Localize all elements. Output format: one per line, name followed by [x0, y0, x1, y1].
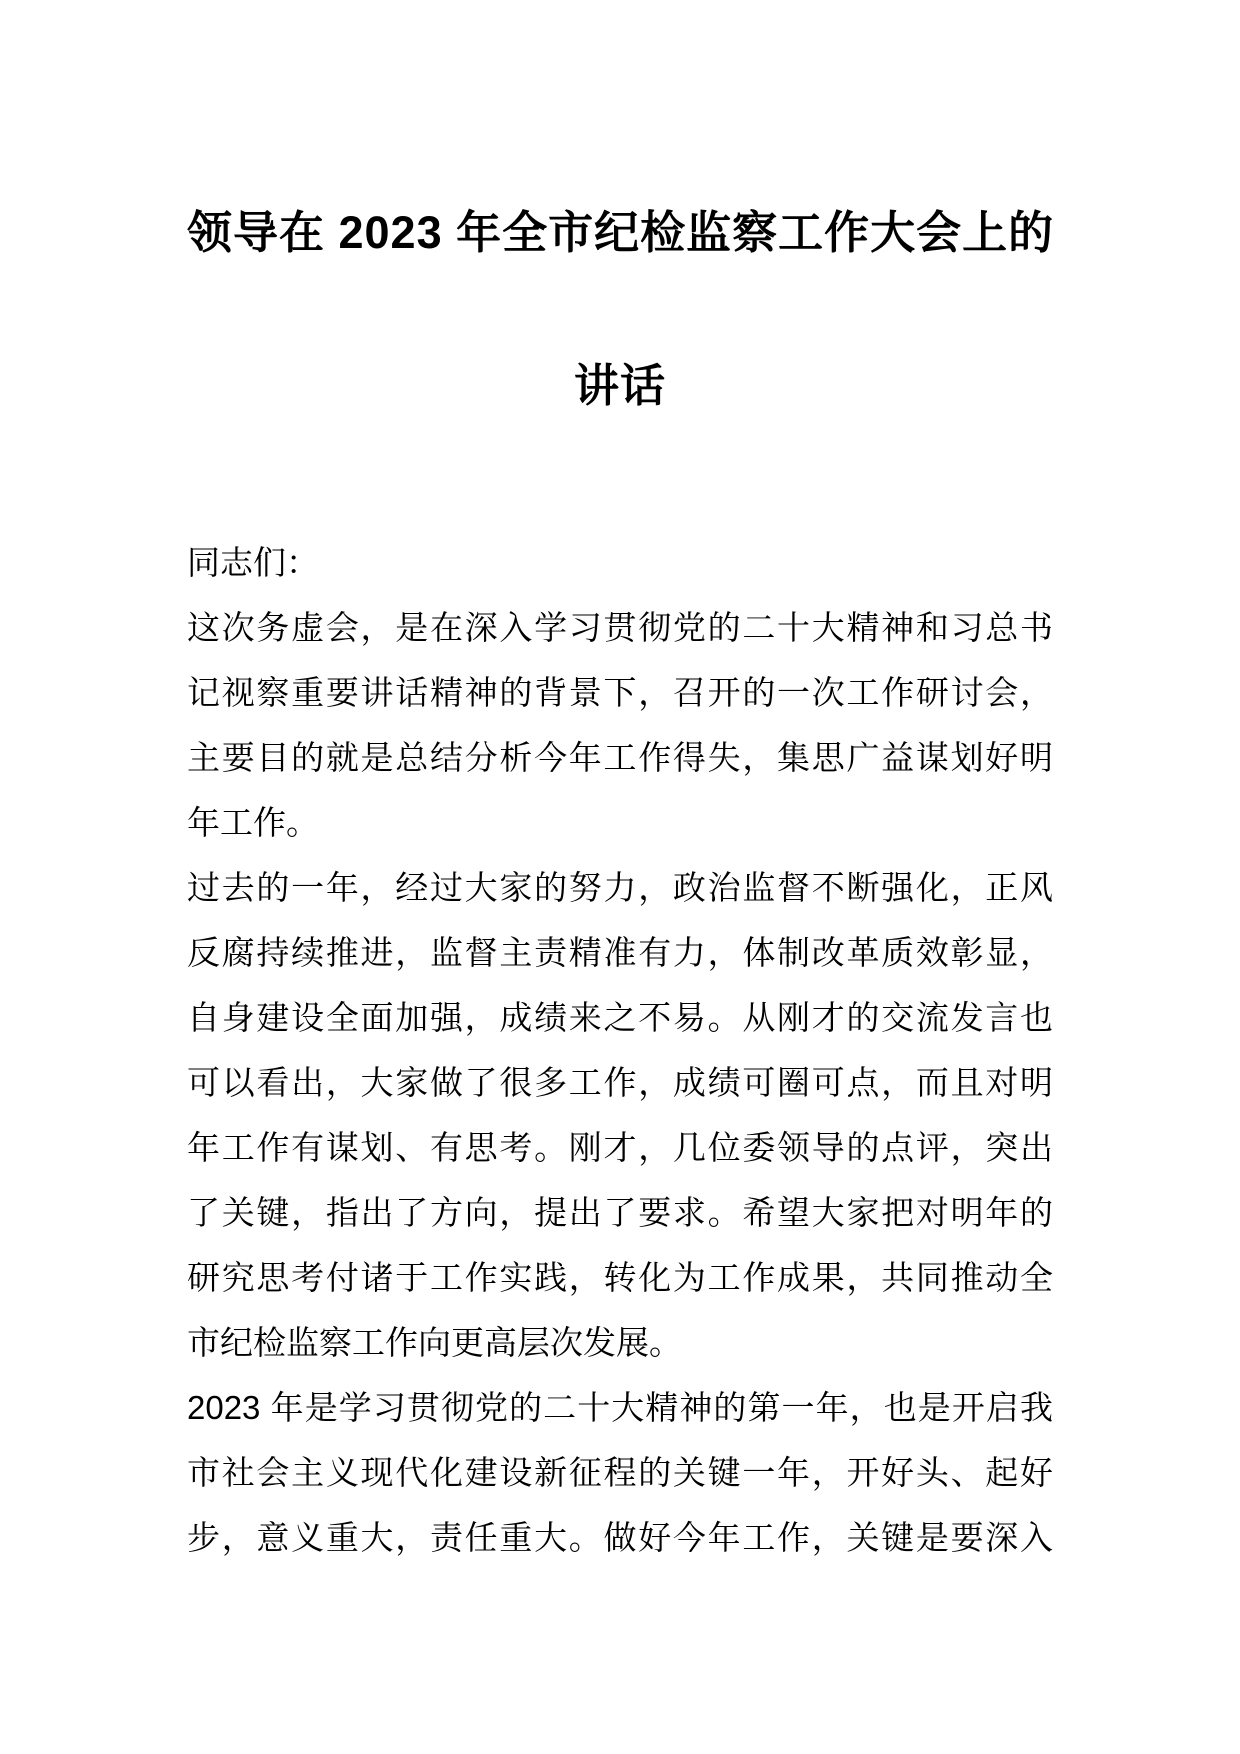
text-line: 2023 年是学习贯彻党的二十大精神的第一年，也是开启我 — [187, 1389, 1053, 1426]
text-line: 主要目的就是总结分析今年工作得失，集思广益谋划好明 — [187, 739, 1053, 776]
text-line: 可以看出，大家做了很多工作，成绩可圈可点，而且对明 — [187, 1064, 1053, 1101]
text-line: 了关键，指出了方向，提出了要求。希望大家把对明年的 — [187, 1194, 1053, 1231]
title-line-1: 领导在 2023 年全市纪检监察工作大会上的 — [187, 207, 1055, 258]
text-line: 自身建设全面加强，成绩来之不易。从刚才的交流发言也 — [187, 999, 1053, 1036]
paragraph-2023-outlook — [187, 1375, 1053, 1570]
text-line: 记视察重要讲话精神的背景下，召开的一次工作研讨会， — [187, 674, 1053, 711]
text-line: 同志们： — [187, 544, 319, 581]
paragraph-meeting-purpose — [187, 595, 1053, 855]
text-line: 这次务虚会，是在深入学习贯彻党的二十大精神和习总书 — [187, 609, 1053, 646]
text-line: 研究思考付诸于工作实践，转化为工作成果，共同推动全 — [187, 1259, 1053, 1296]
document-body — [187, 530, 1053, 1570]
title-line-2: 讲话 — [573, 360, 666, 411]
text-line: 反腐持续推进，监督主责精准有力，体制改革质效彰显， — [187, 934, 1053, 971]
text-line: 年工作有谋划、有思考。刚才，几位委领导的点评，突出 — [187, 1129, 1053, 1166]
paragraph-salutation — [187, 530, 1053, 595]
text-line: 过去的一年，经过大家的努力，政治监督不断强化，正风 — [187, 869, 1053, 906]
text-line: 市纪检监察工作向更高层次发展。 — [187, 1324, 682, 1361]
paragraph-past-year-review — [187, 855, 1053, 1375]
text-line: 市社会主义现代化建设新征程的关键一年，开好头、起好 — [187, 1454, 1053, 1491]
text-line: 步，意义重大，责任重大。做好今年工作，关键是要深入 — [187, 1519, 1053, 1556]
document-title — [187, 156, 1053, 462]
text-line: 年工作。 — [187, 804, 319, 841]
